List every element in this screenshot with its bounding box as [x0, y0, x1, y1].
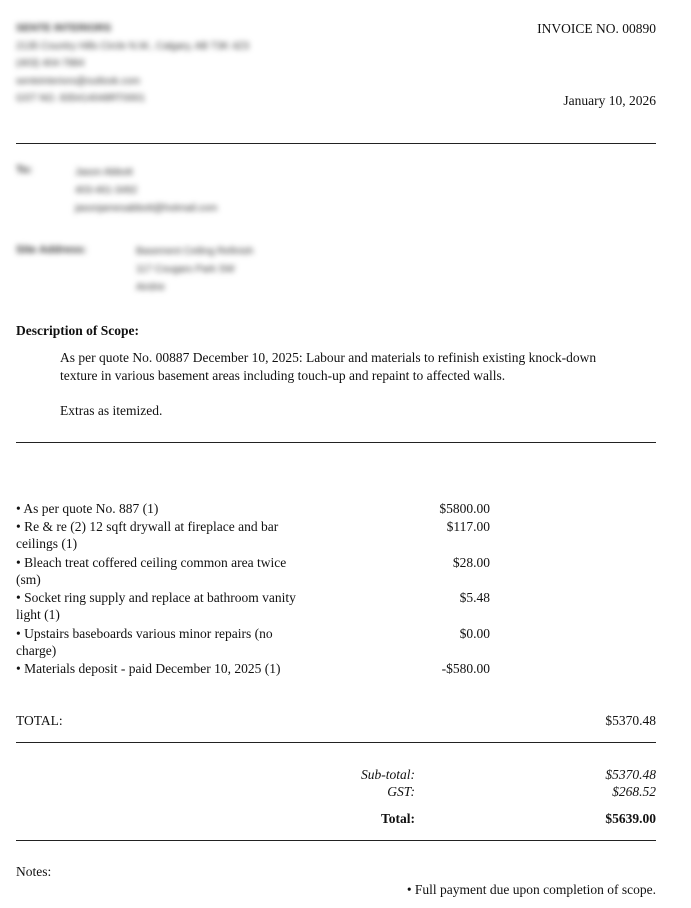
- site-line1: Basement Ceiling Refinish: [136, 246, 254, 257]
- item-description: • Re & re (2) 12 sqft drywall at fireplace and bar ceilings (1): [16, 519, 279, 551]
- invoice-number: INVOICE NO. 00890: [537, 21, 656, 36]
- site-line2: 117 Cougars Park SW: [136, 264, 235, 275]
- invoice-date: January 10, 2026: [563, 93, 656, 108]
- gst-value: $268.52: [612, 784, 656, 799]
- scope-extras: Extras as itemized.: [60, 403, 163, 418]
- gst-label: GST:: [387, 784, 415, 799]
- item-description: • Upstairs baseboards various minor repairs (no charge): [16, 626, 273, 658]
- company-email: senteinteriors@outlook.com: [16, 75, 141, 87]
- item-amount: $0.00: [459, 626, 490, 641]
- subtotal-label: Sub-total:: [361, 767, 415, 782]
- to-name: Jason Abbott: [75, 167, 133, 178]
- item-amount: $117.00: [446, 519, 490, 534]
- to-phone: 403-461-3492: [75, 185, 138, 196]
- grand-total-label: Total:: [380, 811, 415, 826]
- to-block: [75, 164, 217, 218]
- line-item: [16, 660, 656, 696]
- item-amount: $5800.00: [439, 501, 490, 516]
- scope-paragraph: As per quote No. 00887 December 10, 2025: Labour and materials to refinish existing knock-down texture in various basement areas including touch-up and repaint to affected walls.: [60, 350, 597, 383]
- line-items: [16, 500, 656, 696]
- scope-heading: Description of Scope:: [16, 323, 139, 338]
- item-amount: $28.00: [452, 555, 490, 570]
- total-label: TOTAL:: [16, 713, 63, 728]
- line-item: [16, 518, 656, 554]
- notes-label: Notes:: [16, 864, 52, 879]
- divider-2: [16, 442, 656, 443]
- line-item: [16, 589, 656, 625]
- company-name: SENTE INTERIORS: [16, 22, 112, 34]
- company-phone: (403) 404-7884: [16, 58, 85, 69]
- company-gst: GST NO. 835414048RT0001: [16, 93, 146, 104]
- item-description: • Socket ring supply and replace at bathroom vanity light (1): [16, 590, 296, 622]
- item-amount: $5.48: [459, 590, 490, 605]
- subtotal-value: $5370.48: [605, 767, 656, 782]
- site-block: [136, 243, 253, 297]
- company-address: 2135 Country Hills Circle N.W., Calgary, AB T3K 4Z3: [16, 40, 250, 52]
- to-label: To:: [16, 164, 33, 176]
- item-description: • Materials deposit - paid December 10, 2025 (1): [16, 661, 281, 676]
- line-item: [16, 500, 656, 518]
- divider-4: [16, 840, 656, 841]
- item-amount: -$580.00: [441, 661, 490, 676]
- item-description: • As per quote No. 887 (1): [16, 501, 159, 516]
- line-item: [16, 625, 656, 660]
- site-line3: Airdrie: [136, 282, 165, 293]
- notes-line: • Full payment due upon completion of scope.: [406, 882, 656, 897]
- line-item: [16, 554, 656, 589]
- divider-1: [16, 143, 656, 144]
- company-block: [16, 20, 376, 108]
- grand-total-value: $5639.00: [605, 811, 656, 826]
- site-label: Site Address:: [16, 244, 87, 256]
- item-description: • Bleach treat coffered ceiling common area twice (sm): [16, 555, 287, 587]
- divider-3: [16, 742, 656, 743]
- total-value: $5370.48: [605, 713, 656, 728]
- to-email: jasonjamesabbott@hotmail.com: [75, 203, 218, 214]
